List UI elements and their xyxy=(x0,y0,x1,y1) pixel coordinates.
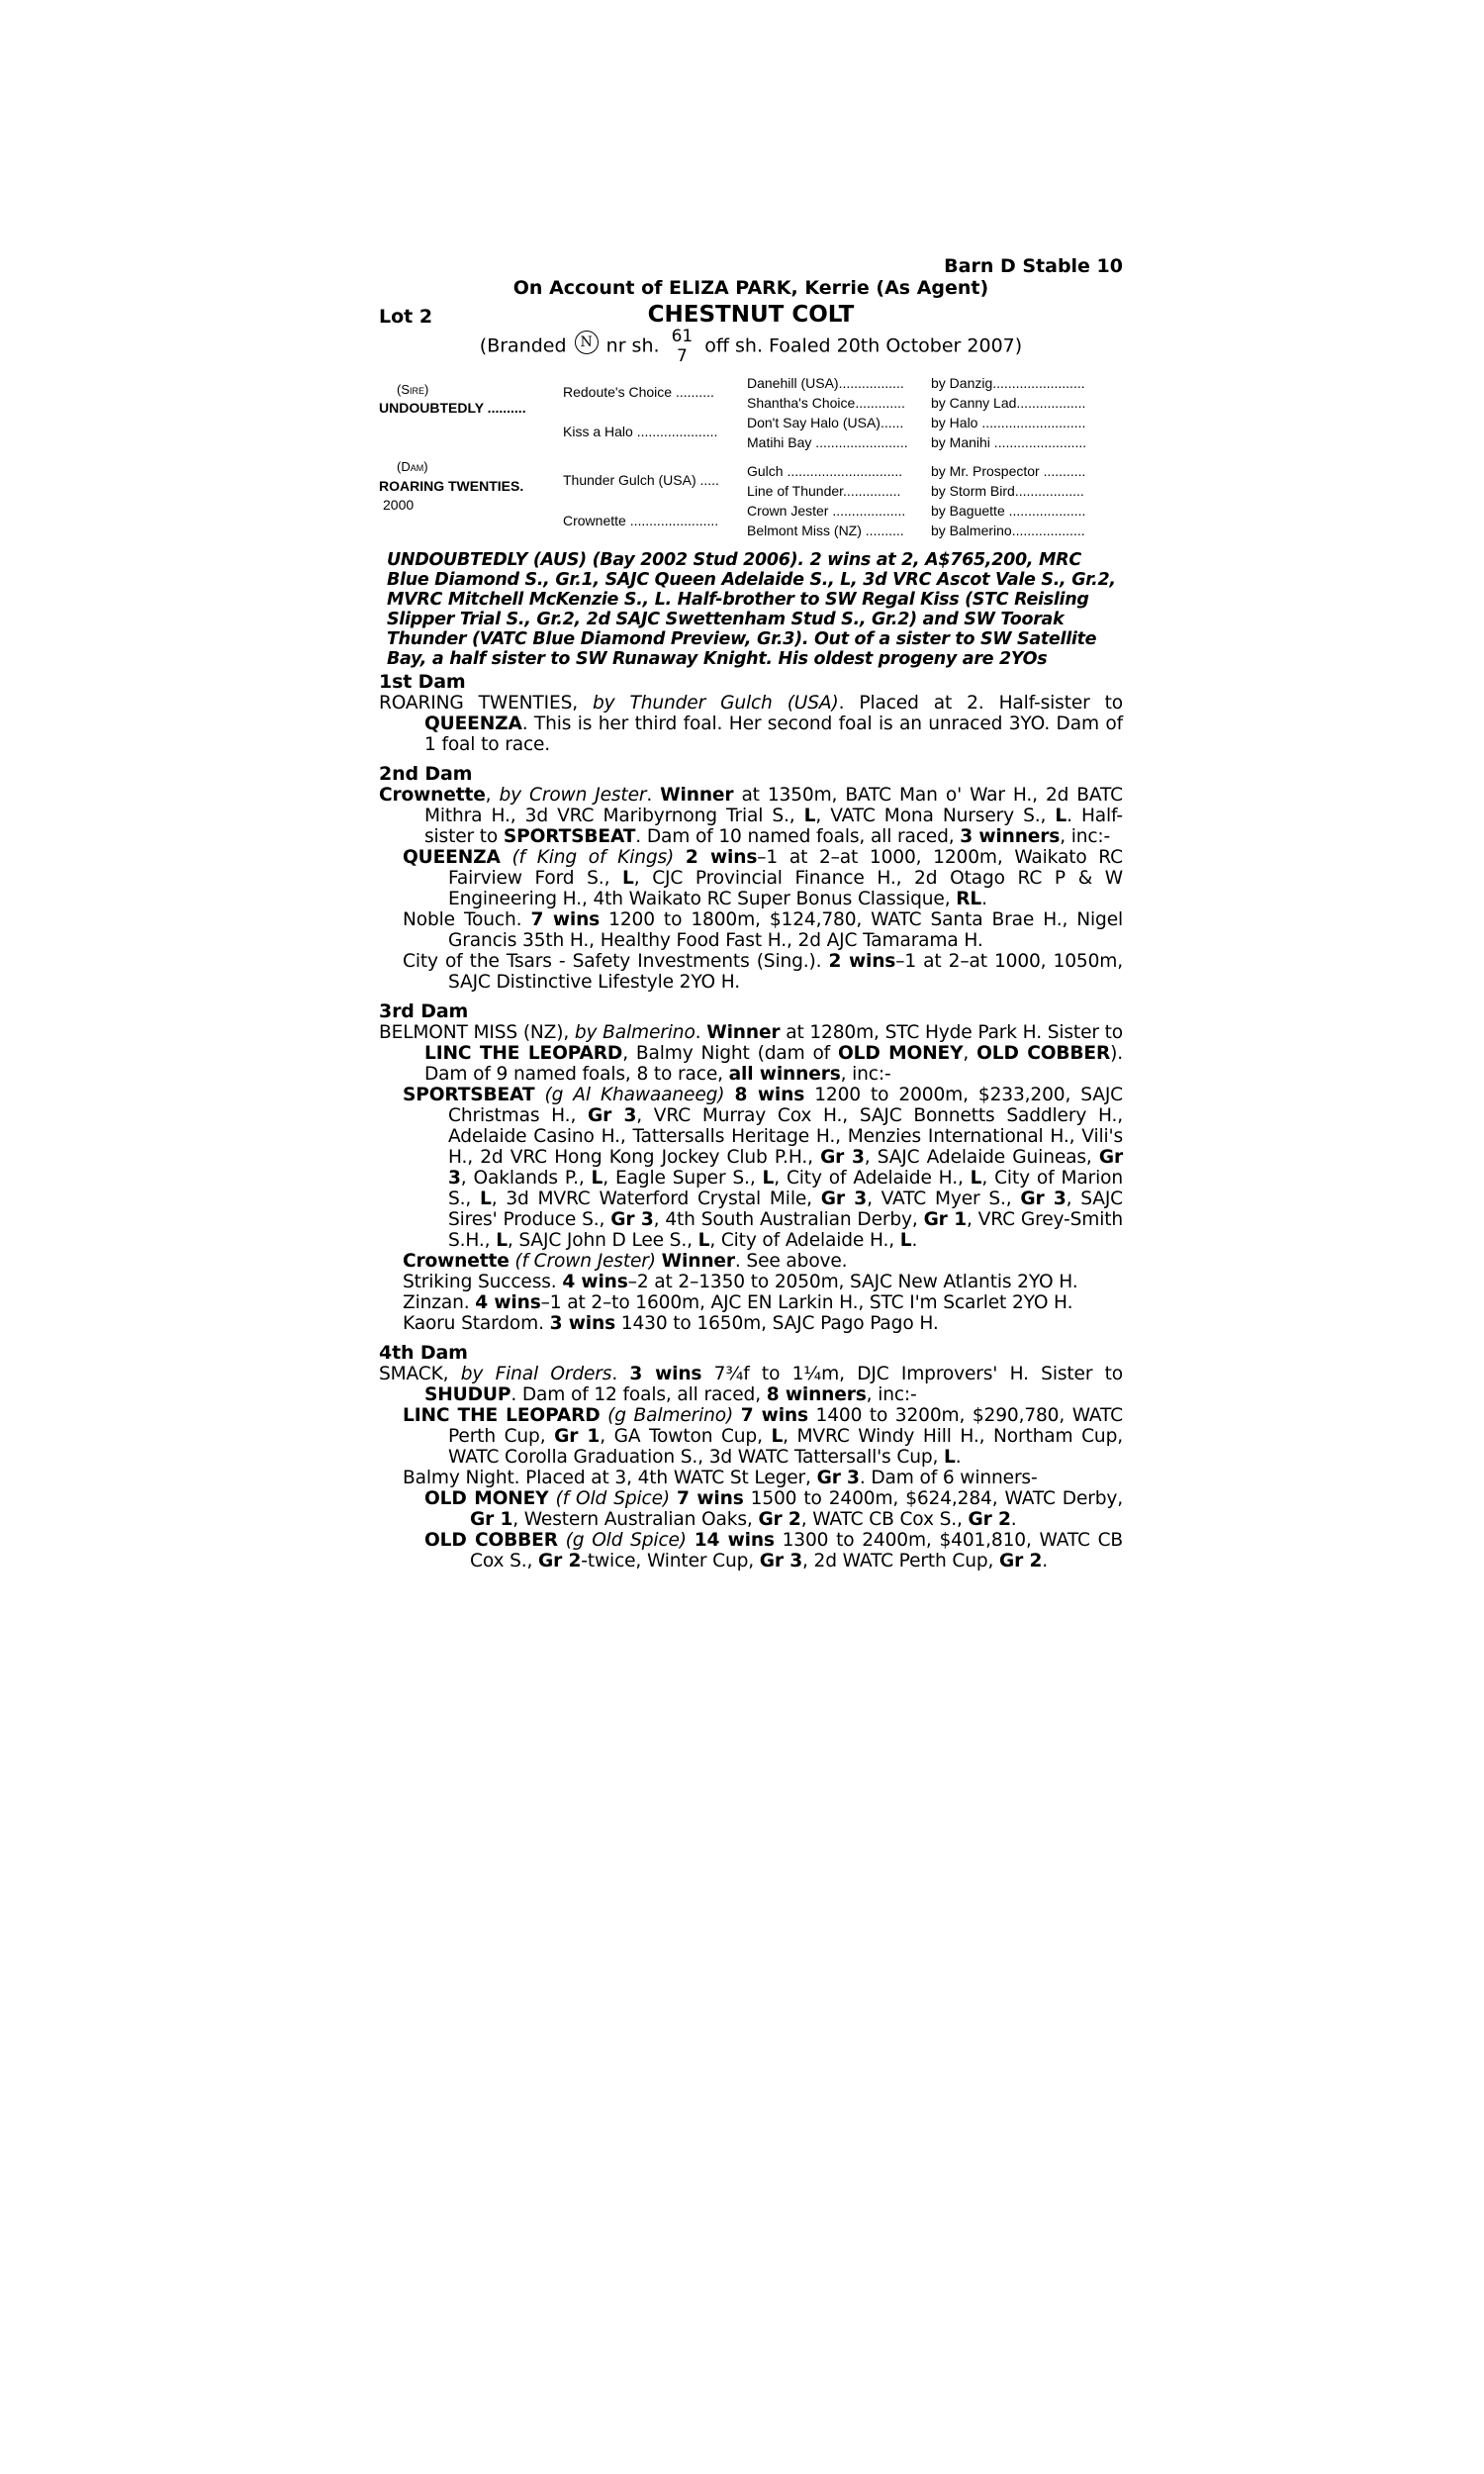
progeny-item: OLD COBBER (g Old Spice) 14 wins 1300 to 2400m, $401,810, WATC CB Cox S., Gr 2-twice, Winter Cup, Gr 3, 2d WATC Perth Cup, Gr 2. xyxy=(424,1530,1124,1571)
dam-label: (Dam) xyxy=(397,459,428,474)
ped-gen2: Crownette ....................... xyxy=(563,513,719,528)
lot-title: CHESTNUT COLT xyxy=(647,302,855,328)
dam-paragraph: Crownette, by Crown Jester. Winner at 1350m, BATC Man o' War H., 2d BATC Mithra H., 3d VRC Maribyrnong Trial S., L, VATC Mona Nursery S., L. Half-sister to SPORTSBEAT. Dam of 10 named foals, all raced, 3 winners, inc:- xyxy=(379,785,1123,847)
brand-numerator: 61 xyxy=(671,327,694,346)
vendor-account: On Account of ELIZA PARK, Kerrie (As Agent) xyxy=(512,277,989,299)
pedigree-table xyxy=(379,372,1123,540)
dam-paragraph: SMACK, by Final Orders. 3 wins 7¾f to 1¼m, DJC Improvers' H. Sister to SHUDUP. Dam of 12 foals, all raced, 8 winners, inc:- xyxy=(379,1364,1123,1405)
ped-gen3: Belmont Miss (NZ) .......... xyxy=(747,523,904,538)
dam-paragraph: ROARING TWENTIES, by Thunder Gulch (USA). Placed at 2. Half-sister to QUEENZA. This is her third foal. Her second foal is an unraced 3YO. Dam of 1 foal to race. xyxy=(379,693,1124,755)
ped-gen4: by Canny Lad.................. xyxy=(931,395,1086,411)
ped-gen3: Danehill (USA)................. xyxy=(747,375,904,391)
progeny-item: Striking Success. 4 wins–2 at 2–1350 to 2050m, SAJC New Atlantis 2YO H. xyxy=(403,1272,1078,1292)
dam-name: ROARING TWENTIES. xyxy=(379,478,524,494)
progeny-item: Crownette (f Crown Jester) Winner. See above. xyxy=(403,1251,848,1272)
heading-3rd-dam: 3rd Dam xyxy=(379,1000,469,1022)
dam-paragraph: BELMONT MISS (NZ), by Balmerino. Winner at 1280m, STC Hyde Park H. Sister to LINC THE LEOPARD, Balmy Night (dam of OLD MONEY, OLD COBBER). Dam of 9 named foals, 8 to race, all winners, inc:- xyxy=(379,1022,1123,1085)
ped-gen4: by Storm Bird.................. xyxy=(931,483,1084,499)
ped-gen3: Matihi Bay ........................ xyxy=(747,434,908,450)
ped-gen4: by Danzig........................ xyxy=(931,375,1085,391)
ped-gen4: by Balmerino................... xyxy=(931,523,1085,538)
ped-gen4: by Baguette .................... xyxy=(931,503,1086,519)
sire-description: UNDOUBTEDLY (AUS) (Bay 2002 Stud 2006). 2 wins at 2, A$765,200, MRC Blue Diamond S., Gr.1, SAJC Queen Adelaide S., L, 3d VRC Ascot Vale S., Gr.2, MVRC Mitchell McKenzie S., L. Half-brother to SW Regal Kiss (STC Reisling Slipper Trial S., Gr.2, 2d SAJC Swettenham Stud S., Gr.2) and SW Toorak Thunder (VATC Blue Diamond Preview, Gr.3). Out of a sister to SW Satellite Bay, a half sister to SW Runaway Knight. His oldest progeny are 2YOs xyxy=(387,550,1116,669)
heading-4th-dam: 4th Dam xyxy=(379,1342,468,1364)
progeny-item: City of the Tsars - Safety Investments (Sing.). 2 wins–1 at 2–at 1000, 1050m, SAJC Distinctive Lifestyle 2YO H. xyxy=(403,951,1123,993)
lot-number: Lot 2 xyxy=(379,306,433,328)
brand-post: off sh. Foaled 20th October 2007) xyxy=(704,334,1023,357)
progeny-item: QUEENZA (f King of Kings) 2 wins–1 at 2–at 1000, 1200m, Waikato RC Fairview Ford S., L, CJC Provincial Finance H., 2d Otago RC P & W Engineering H., 4th Waikato RC Super Bonus Classique, RL. xyxy=(403,847,1123,909)
progeny-item: SPORTSBEAT (g Al Khawaaneeg) 8 wins 1200 to 2000m, $233,200, SAJC Christmas H., Gr 3, VRC Murray Cox H., SAJC Bonnetts Saddlery H., Adelaide Casino H., Tattersalls Heritage H., Menzies International H., Vili's H., 2d VRC Hong Kong Jockey Club P.H., Gr 3, SAJC Adelaide Guineas, Gr 3, Oaklands P., L, Eagle Super S., L, City of Adelaide H., L, City of Marion S., L, 3d MVRC Waterford Crystal Mile, Gr 3, VATC Myer S., Gr 3, SAJC Sires' Produce S., Gr 3, 4th South Australian Derby, Gr 1, VRC Grey-Smith S.H., L, SAJC John D Lee S., L, City of Adelaide H., L. xyxy=(403,1085,1124,1251)
sire-label: (Sire) xyxy=(397,382,429,397)
progeny-item: OLD MONEY (f Old Spice) 7 wins 1500 to 2400m, $624,284, WATC Derby, Gr 1, Western Australian Oaks, Gr 2, WATC CB Cox S., Gr 2. xyxy=(424,1488,1124,1530)
ped-gen3: Shantha's Choice............. xyxy=(747,395,905,411)
ped-gen3: Line of Thunder............... xyxy=(747,483,901,499)
ped-gen2: Kiss a Halo ..................... xyxy=(563,424,718,439)
brand-pre: (Branded xyxy=(479,334,567,357)
dam-lines xyxy=(379,671,1123,1571)
ped-gen3: Don't Say Halo (USA)...... xyxy=(747,415,904,430)
sire-name: UNDOUBTEDLY .......... xyxy=(379,400,526,416)
heading-1st-dam: 1st Dam xyxy=(379,671,466,693)
progeny-item: Kaoru Stardom. 3 wins 1430 to 1650m, SAJC Pago Pago H. xyxy=(403,1313,939,1334)
progeny-item: Balmy Night. Placed at 3, 4th WATC St Leger, Gr 3. Dam of 6 winners- xyxy=(403,1468,1038,1488)
progeny-item: LINC THE LEOPARD (g Balmerino) 7 wins 1400 to 3200m, $290,780, WATC Perth Cup, Gr 1, GA Towton Cup, L, MVRC Windy Hill H., Northam Cup, WATC Corolla Graduation S., 3d WATC Tattersall's Cup, L. xyxy=(403,1405,1124,1468)
progeny-item: Noble Touch. 7 wins 1200 to 1800m, $124,780, WATC Santa Brae H., Nigel Grancis 35th H., Healthy Food Fast H., 2d AJC Tamarama H. xyxy=(403,909,1124,951)
ped-gen4: by Manihi ........................ xyxy=(931,434,1087,450)
brand-denominator: 7 xyxy=(676,346,688,366)
brand-line xyxy=(379,327,1123,376)
brand-mid: nr sh. xyxy=(605,334,660,357)
brand-mark-icon: N xyxy=(575,331,599,354)
barn-stable: Barn D Stable 10 xyxy=(944,255,1123,277)
ped-gen3: Crown Jester ................... xyxy=(747,503,906,519)
dam-year: 2000 xyxy=(383,497,415,513)
ped-gen2: Thunder Gulch (USA) ..... xyxy=(563,472,719,488)
brand-fraction xyxy=(672,327,694,366)
ped-gen4: by Mr. Prospector ........... xyxy=(931,463,1086,479)
ped-gen3: Gulch .............................. xyxy=(747,463,903,479)
progeny-item: Zinzan. 4 wins–1 at 2–to 1600m, AJC EN Larkin H., STC I'm Scarlet 2YO H. xyxy=(403,1292,1073,1313)
ped-gen4: by Halo ........................... xyxy=(931,415,1086,430)
heading-2nd-dam: 2nd Dam xyxy=(379,763,473,785)
ped-gen2: Redoute's Choice .......... xyxy=(563,384,714,400)
